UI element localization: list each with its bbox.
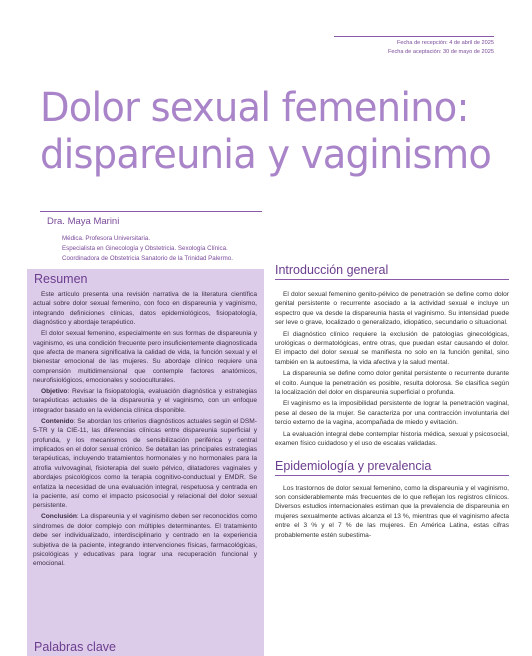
epidemiology-paragraph-1: Los trastornos de dolor sexual femenino, como la dispareunia y el vaginismo, son considerablemente más frecuentes de lo que reflejan los registros clínicos. Diversos estudios internacionales estiman que la prevalencia de dispareunia en mujeres sexualmente activas alcanza el 13 %, mientras que el vaginismo afecta entre el 3 % y el 7 % de las mujeres. En América Latina, estas cifras probablemente estén subestima- [275,484,509,539]
intro-heading: Introducción general [275,263,509,280]
epidemiology-text [275,484,509,540]
conclusion-label: Conclusión [41,513,77,521]
main-column [275,263,509,542]
objective-label: Objetivo [41,388,68,396]
conclusion-text: : La dispareunia y el vaginismo deben ser reconocidos como síndromes de dolor complejo con múltiples determinantes. El tratamiento debe ser individualizado, interdisciplinario y centrado en la experiencia subjetiva de la paciente, integrando intervenciones físicas, farmacológicas, psicológicas y educativas para lograr una recuperación funcional y emocional. [33,513,257,568]
epidemiology-heading: Epidemiología y prevalencia [275,459,509,476]
title-line-1: Dolor sexual femenino: [40,85,469,131]
author-affiliation-3: Coordinadora de Obstetricia Sanatorio de la Trinidad Palermo. [62,255,233,262]
abstract-content [33,417,257,511]
intro-paragraph-3: La dispareunia se define como dolor genital persistente o recurrente durante el coito. Aunque la penetración es posible, resulta dolorosa. Se clasifica según la localización del dolor en dispareunia superficial o profunda. [275,370,509,397]
abstract-objective [33,387,257,415]
intro-paragraph-5: La evaluación integral debe contemplar historia médica, sexual y psicosocial, examen físico cuidadoso y el uso de escalas validadas. [275,430,509,448]
title-line-2: dispareunia y vaginismo [40,132,492,178]
author-affiliation-1: Médica. Profesora Universitaria. [62,235,151,242]
abstract-paragraph-2: El dolor sexual femenino, especialmente en sus formas de dispareunia y vaginismo, es una condición frecuente pero insuficientemente diagnosticada que afecta de manera significativa la calidad de vida, la función sexual y el bienestar emocional de las mujeres. Su abordaje clínico requiere una comprensión multidimensional que contemple factores anatómicos, neurofisiológicos, emocionales y socioculturales. [33,330,257,385]
intro-paragraph-1: El dolor sexual femenino genito-pélvico de penetración se define como dolor genital persistente o recurrente asociado a la actividad sexual e incluye un espectro que va desde la dispareunia hasta el vaginismo. Su intensidad puede ser leve o grave, localizado o generalizado, idiopático, secundario o situacional. [275,291,509,327]
keywords-heading: Palabras clave [34,640,116,654]
accepted-date: Fecha de aceptación: 30 de mayo de 2025 [387,48,494,55]
article-dates [334,36,494,56]
abstract-heading: Resumen [34,272,88,286]
abstract-text [33,290,257,570]
author-name: Dra. Maya Marini [47,216,120,227]
article-title [40,85,501,179]
intro-paragraph-4: El vaginismo es la imposibilidad persistente de lograr la penetración vaginal, pese al deseo de la mujer. Se caracteriza por una contracción involuntaria del tercio externo de la vagina, acompañada de miedo y evitación. [275,400,509,427]
content-text: : Se abordan los criterios diagnósticos actuales según el DSM-5-TR y la CIE-11, las diferencias clínicas entre dispareunia superficial y profunda, y los mecanismos de sensibilización periférica y central implicados en el dolor sexual crónico. Se detallan las principales estrategias terapéuticas, incluyendo tratamientos hormonales y no hormonales para la atrofia vulvovaginal, fisioterapia del suelo pélvico, dilatadores vaginales y abordajes psicológicos como la terapia cognitivo-conductual y EMDR. Se enfatiza la necesidad de una evaluación integral, respetuosa y centrada en la paciente, así como el impacto psicosocial y relacional del dolor sexual persistente. [33,417,257,510]
author-divider [40,211,262,212]
author-affiliation-2: Especialista en Ginecología y Obstetricia. Sexología Clínica. [62,245,228,252]
received-date: Fecha de recepción: 4 de abril de 2025 [396,40,494,46]
intro-paragraph-2: El diagnóstico clínico requiere la exclusión de patologías ginecológicas, urológicas o dermatológicas, entre otras, que puedan estar causando el dolor. El impacto del dolor sexual se manifiesta no solo en la función genital, sino también en la autoestima, la vida afectiva y la salud mental. [275,330,509,366]
intro-text [275,290,509,449]
objective-text: : Revisar la fisiopatología, evaluación diagnóstica y estrategias terapéuticas actuales de la dispareunia y el vaginismo, con un enfoque integrador basado en la evidencia clínica disponible. [33,388,257,414]
content-label: Contenido [41,417,74,425]
abstract-paragraph-1: Este artículo presenta una revisión narrativa de la literatura científica actual sobre dolor sexual femenino, con foco en dispareunia y vaginismo, integrando definiciones clínicas, datos epidemiológicos, fisiopatología, diagnóstico y abordaje terapéutico. [33,291,257,327]
abstract-conclusion [33,512,257,568]
